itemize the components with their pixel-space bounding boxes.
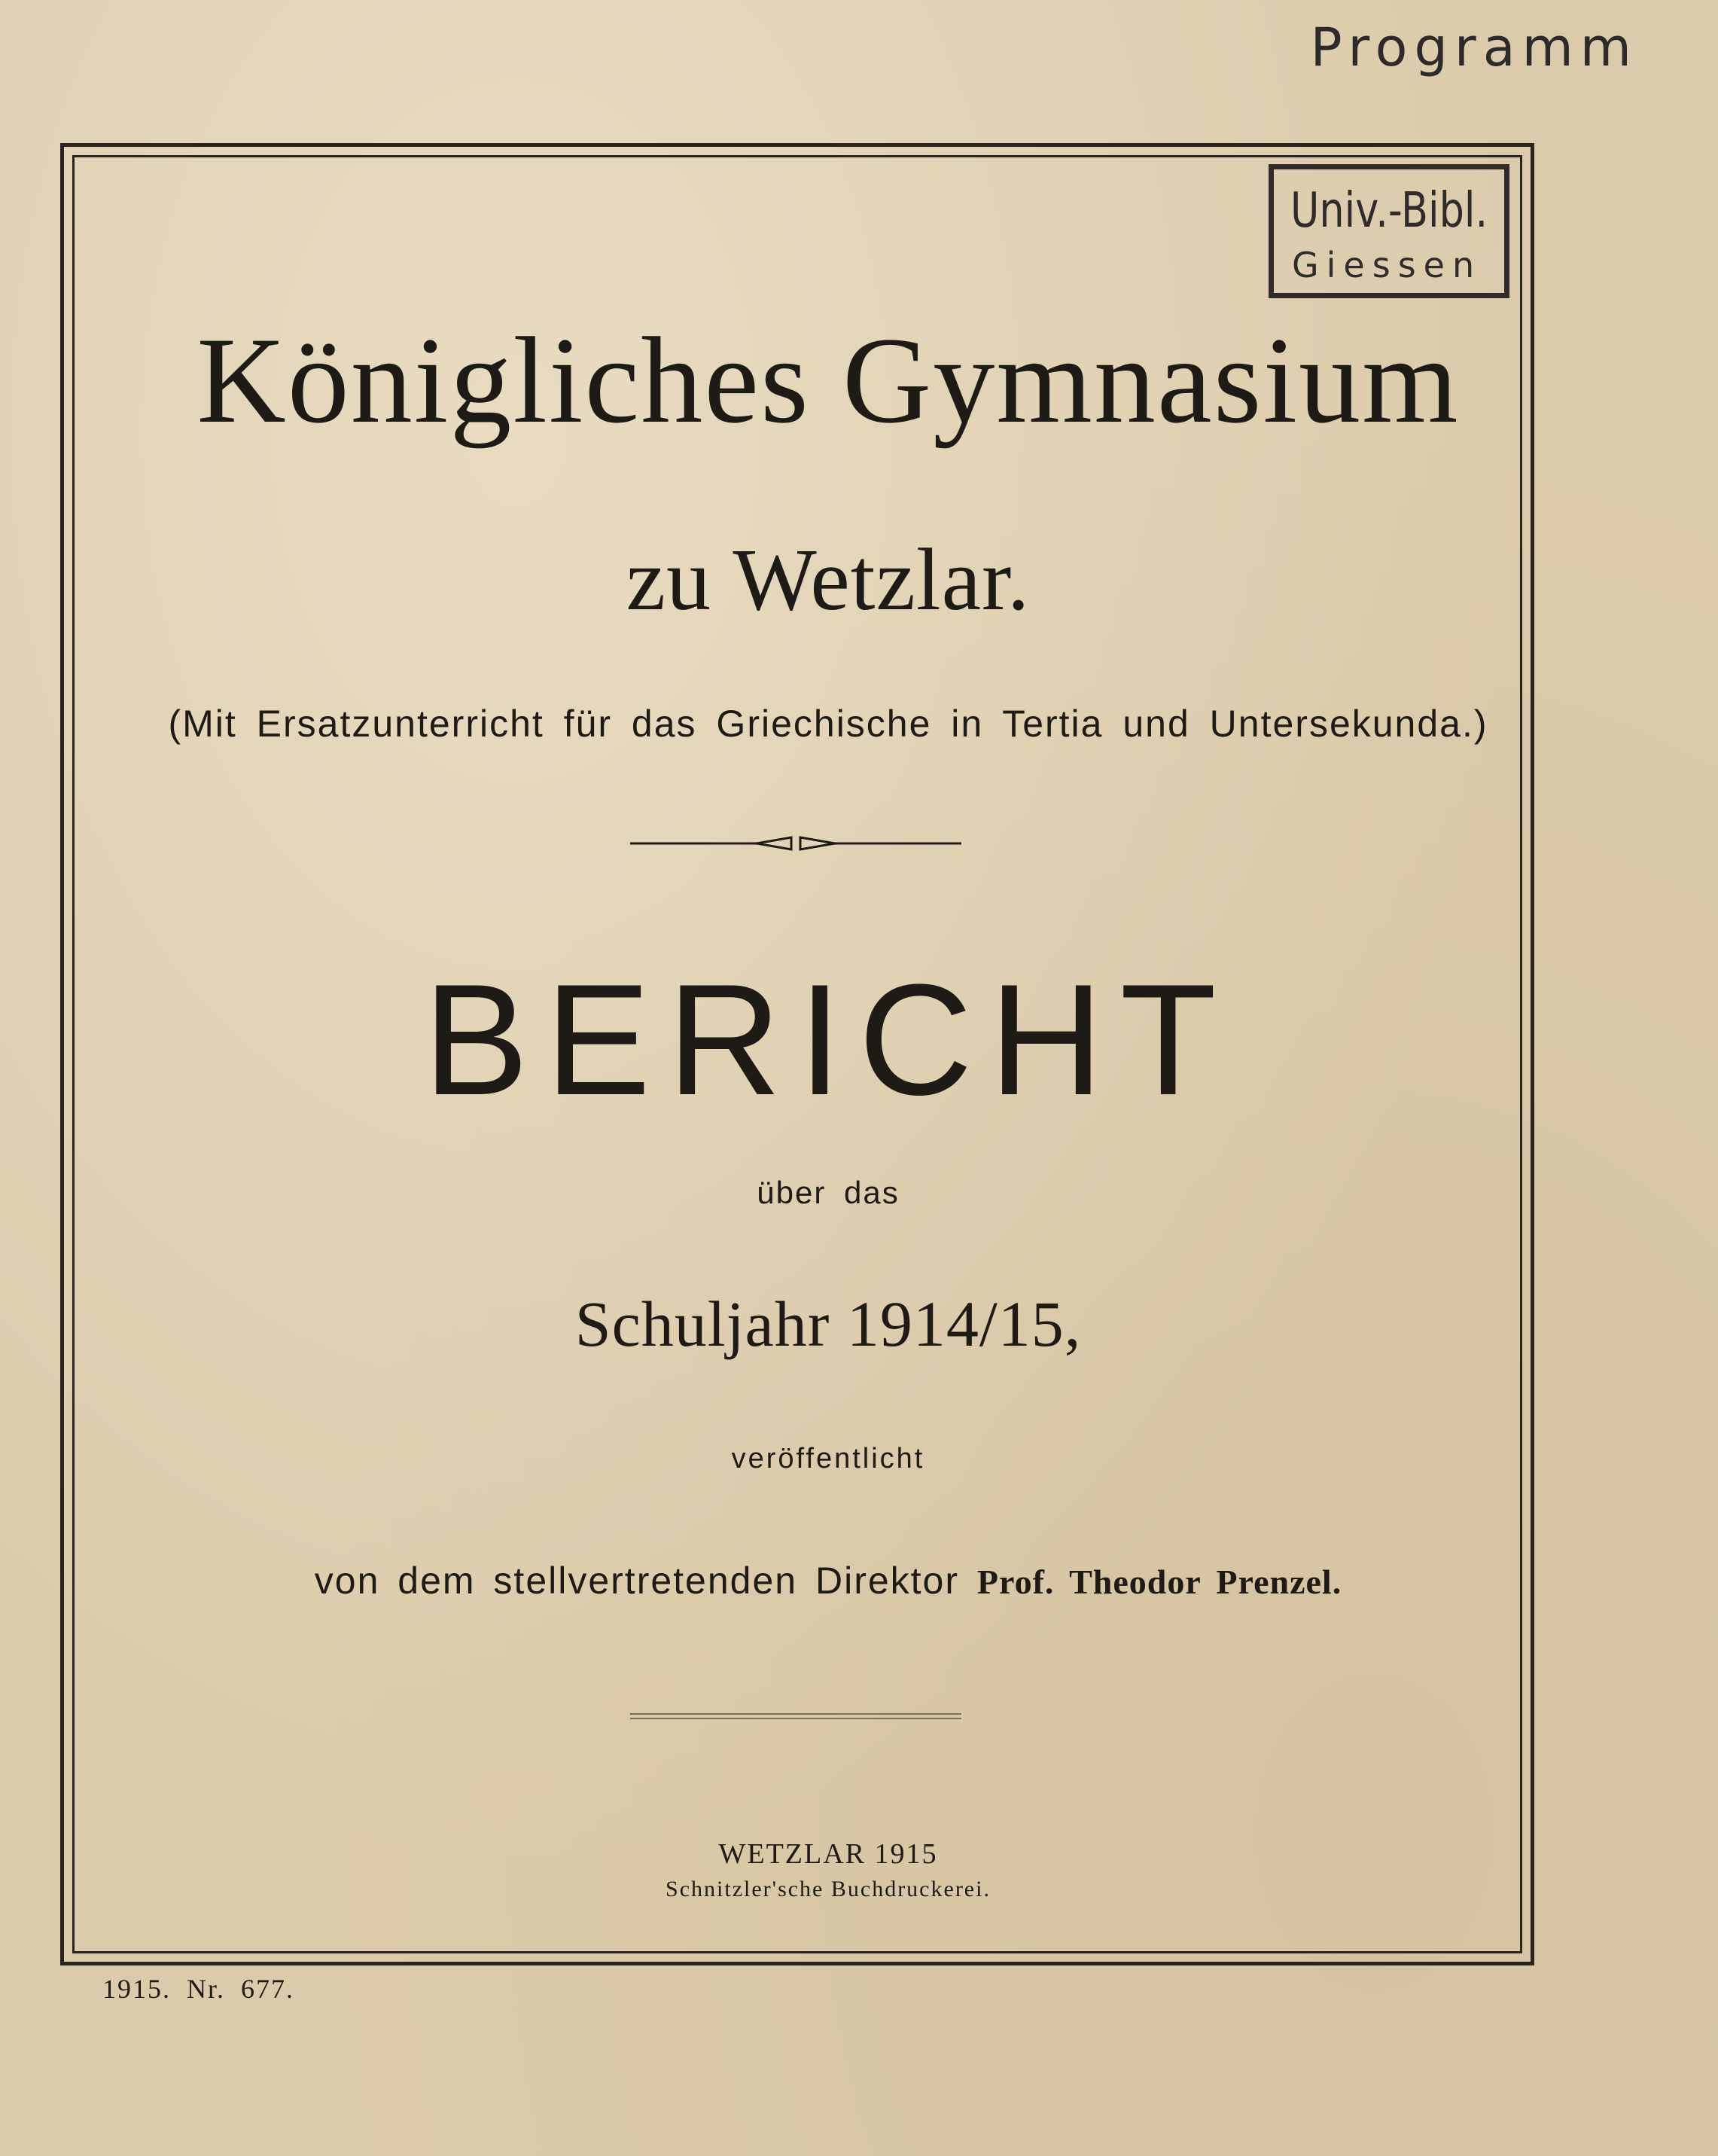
library-stamp-line2: Giessen	[1292, 245, 1482, 285]
preposition-line: über das	[757, 1175, 900, 1210]
curriculum-note: (Mit Ersatzunterricht für das Griechische in Tertia und Untersekunda.)	[168, 703, 1488, 745]
library-stamp	[1269, 164, 1509, 298]
institution-location: zu Wetzlar.	[626, 530, 1031, 629]
imprint-place-year: WETZLAR 1915	[718, 1838, 938, 1870]
school-year: Schuljahr 1914/15,	[574, 1288, 1082, 1360]
catalog-number: 1915. Nr. 677.	[102, 1974, 294, 2004]
imprint-printer: Schnitzler'sche Buchdruckerei.	[666, 1877, 991, 1901]
report-title: BERICHT	[423, 951, 1233, 1128]
programm-stamp: Programm	[1310, 17, 1638, 78]
library-stamp-line1: Univ.-Bibl.	[1290, 183, 1488, 239]
director-name: Prof. Theodor Prenzel.	[976, 1563, 1342, 1601]
publisher-line	[60, 1559, 1596, 1603]
publisher-prefix: von dem stellvertretenden Direktor	[314, 1560, 977, 1602]
double-rule-divider	[630, 1712, 961, 1721]
institution-title: Königliches Gymnasium	[196, 313, 1460, 449]
ornament-divider	[630, 828, 961, 858]
published-line: veröffentlicht	[731, 1443, 925, 1474]
